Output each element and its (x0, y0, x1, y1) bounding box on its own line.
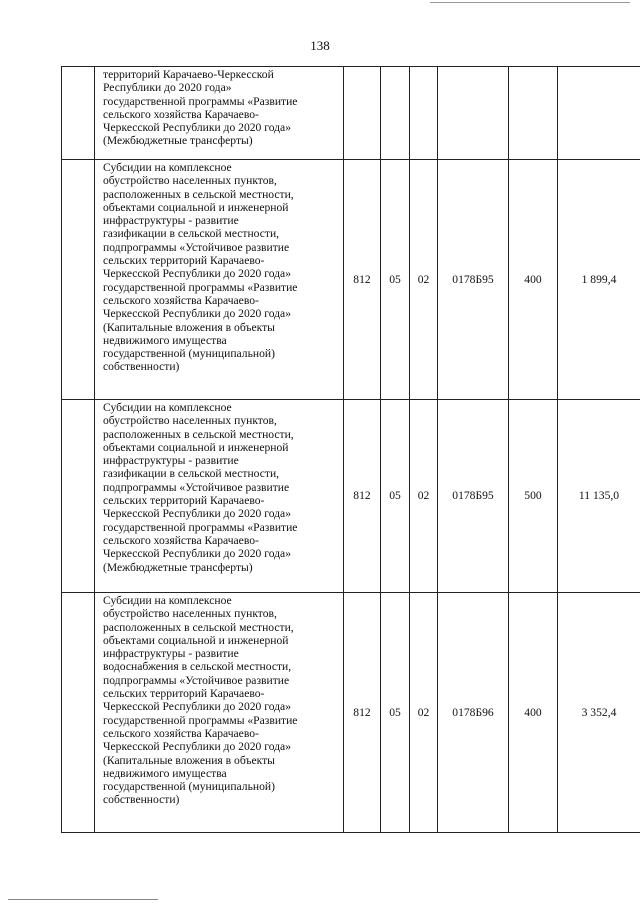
description-cell (95, 160, 344, 400)
subsection-cell: 02 (410, 160, 438, 400)
subsection-cell: 02 (410, 593, 438, 833)
table-row (62, 593, 640, 833)
description-cell (95, 67, 344, 160)
table-row (62, 400, 640, 593)
empty-cell (62, 400, 95, 593)
expense-type-cell: 400 (509, 593, 558, 833)
target-article-cell: 0178Б96 (438, 593, 509, 833)
table-row (62, 160, 640, 400)
description-text: Субсидии на комплексное обустройство населенных пунктов, расположенных в сельской местности, объектами социальной и инженерной инфраструктуры - развитие газификации в сельской местности, подпрограммы «Устойчивое развитие сельских территорий Карачаево- Черкесской Республики до 2020 года» государственной программы «Развитие сельского хозяйства Карачаево- Черкесской Республики до 2020 года» (Капитальные вложения в объекты недвижимого имущества государственной (муниципальной) собственности) (103, 161, 298, 374)
target-article-cell: 0178Б95 (438, 400, 509, 593)
amount-cell (558, 67, 640, 160)
grbs-cell: 812 (344, 160, 381, 400)
amount-cell: 11 135,0 (558, 400, 640, 593)
subsection-cell (410, 67, 438, 160)
section-cell: 05 (381, 593, 410, 833)
subsection-cell: 02 (410, 400, 438, 593)
target-article-cell (438, 67, 509, 160)
expense-type-cell: 400 (509, 160, 558, 400)
empty-cell (62, 160, 95, 400)
page-number: 138 (310, 38, 330, 53)
budget-table (61, 66, 640, 833)
description-text: территорий Карачаево-Черкесской Республики до 2020 года» государственной программы «Развитие сельского хозяйства Карачаево- Черкесской Республики до 2020 года» (Межбюджетные трансферты) (103, 68, 298, 148)
description-cell (95, 593, 344, 833)
grbs-cell: 812 (344, 593, 381, 833)
expense-type-cell: 500 (509, 400, 558, 593)
description-text: Субсидии на комплексное обустройство населенных пунктов, расположенных в сельской местности, объектами социальной и инженерной инфраструктуры - развитие газификации в сельской местности, подпрограммы «Устойчивое развитие сельских территорий Карачаево- Черкесской Республики до 2020 года» государственной программы «Развитие сельского хозяйства Карачаево- Черкесской Республики до 2020 года» (Межбюджетные трансферты) (103, 401, 298, 574)
top-edge-rule (430, 2, 630, 3)
table-row (62, 67, 640, 160)
expense-type-cell (509, 67, 558, 160)
section-cell (381, 67, 410, 160)
empty-cell (62, 593, 95, 833)
section-cell: 05 (381, 160, 410, 400)
grbs-cell: 812 (344, 400, 381, 593)
amount-cell: 1 899,4 (558, 160, 640, 400)
description-text: Субсидии на комплексное обустройство населенных пунктов, расположенных в сельской местности, объектами социальной и инженерной инфраструктуры - развитие водоснабжения в сельской местности, подпрограммы «Устойчивое развитие сельских территорий Карачаево- Черкесской Республики до 2020 года» государственной программы «Развитие сельского хозяйства Карачаево- Черкесской Республики до 2020 года» (Капитальные вложения в объекты недвижимого имущества государственной (муниципальной) собственности) (103, 594, 298, 807)
empty-cell (62, 67, 95, 160)
amount-cell: 3 352,4 (558, 593, 640, 833)
section-cell: 05 (381, 400, 410, 593)
target-article-cell: 0178Б95 (438, 160, 509, 400)
footnote-rule (8, 899, 158, 900)
grbs-cell (344, 67, 381, 160)
description-cell (95, 400, 344, 593)
